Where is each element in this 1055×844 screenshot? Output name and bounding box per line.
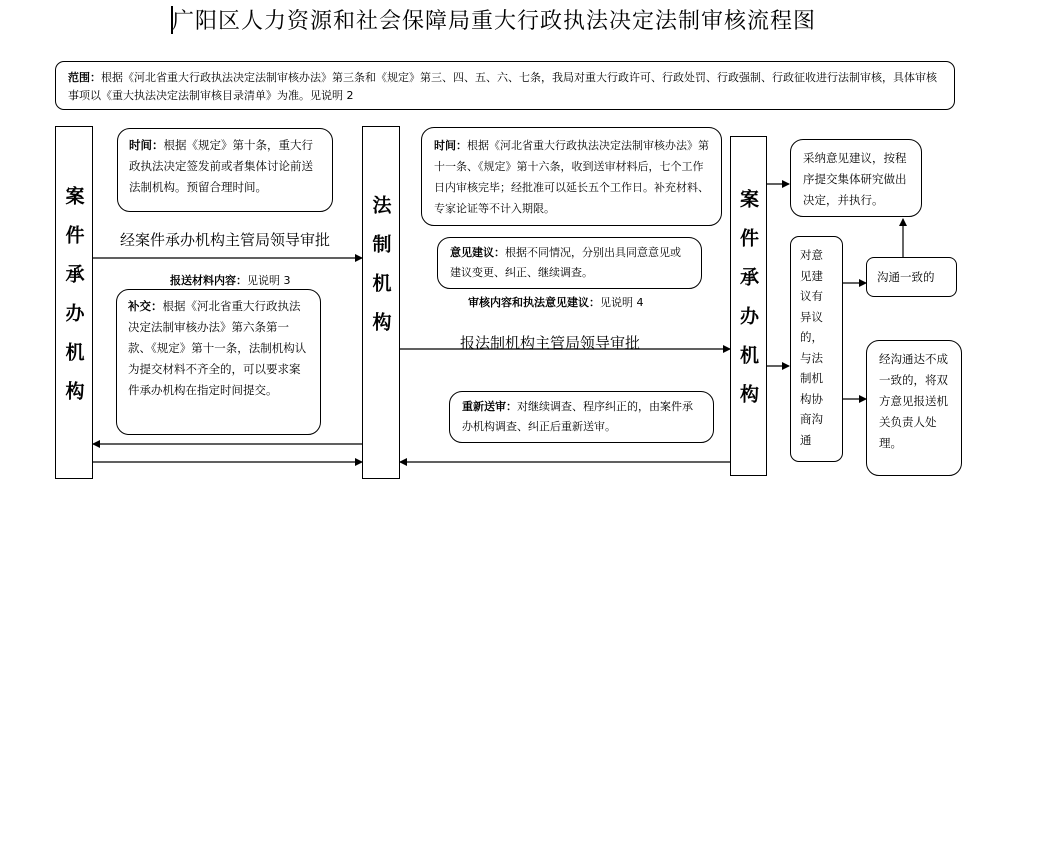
disagree-box: 经沟通达不成一致的，将双方意见报送机关负责人处理。 <box>866 340 962 476</box>
materials-note: 报送材料内容：见说明 3 <box>170 274 291 287</box>
left-agency-column: 案件承办机构 <box>55 126 93 479</box>
time-box-1: 时间：根据《规定》第十条，重大行政执法决定签发前或者集体讨论前送法制机构。预留合理时间。 <box>117 128 333 212</box>
right-agency-column: 案件承办机构 <box>730 136 767 476</box>
agree-box: 沟通一致的 <box>866 257 957 297</box>
review-note: 审核内容和执法意见建议：见说明 4 <box>468 296 644 309</box>
scope-text: 根据《河北省重大行政执法决定法制审核办法》第三条和《规定》第三、四、五、六、七条，我局对重大行政许可、行政处罚、行政强制、行政征收进行法制审核，具体审核事项以《重大执法决定法制审核目录清单》为准。见说明 2 <box>68 71 937 102</box>
resubmit-box: 重新送审：对继续调查、程序纠正的，由案件承办机构调查、纠正后重新送审。 <box>449 391 714 443</box>
time-box-2: 时间：根据《河北省重大行政执法决定法制审核办法》第十一条、《规定》第十六条，收到送审材料后，七个工作日内审核完毕；经批准可以延长五个工作日。补充材料、专家论证等不计入期限。 <box>421 127 722 226</box>
page-title: 广阳区人力资源和社会保障局重大行政执法决定法制审核流程图 <box>172 9 817 34</box>
adopt-box: 采纳意见建议，按程序提交集体研究做出决定，并执行。 <box>790 139 922 217</box>
arrow-label-2: 报法制机构主管局领导审批 <box>460 334 641 352</box>
opinion-box: 意见建议：根据不同情况，分别出具同意意见或建议变更、纠正、继续调查。 <box>437 237 702 289</box>
arrow-label-1: 经案件承办机构主管局领导审批 <box>120 231 331 249</box>
legal-agency-column: 法制机构 <box>362 126 400 479</box>
supplement-box: 补交：根据《河北省重大行政执法决定法制审核办法》第六条第一款、《规定》第十一条，法制机构认为提交材料不齐全的，可以要求案件承办机构在指定时间提交。 <box>116 289 321 435</box>
objection-box: 对意见建议有异议的，与法制机构协商沟通 <box>790 236 843 462</box>
scope-label: 范围： <box>68 71 101 84</box>
